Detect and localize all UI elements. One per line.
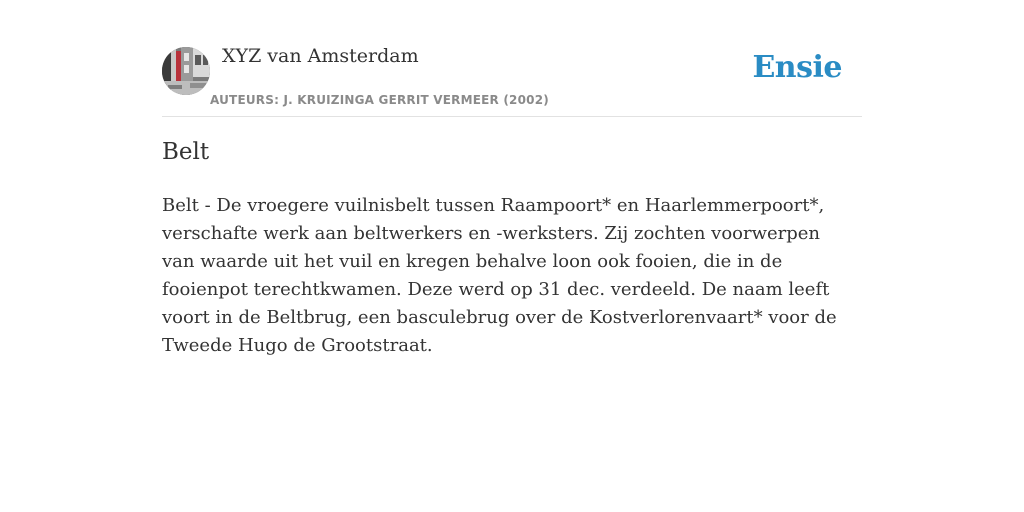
entry-body: Belt - De vroegere vuilnisbelt tussen Raampoort* en Haarlemmerpoort*, verschafte werk aan beltwerkers en -werksters. Zij zochten voorwerpen van waarde uit het vuil en kregen behalve loon ook fooien, die in de fooienpot terechtkwamen. Deze werd op 31 dec. verdeeld. De naam leeft voort in de Beltbrug, een basculebrug over de Kostverlorenvaart* voor de Tweede Hugo de Grootstraat. <box>162 195 837 356</box>
entry-title: Belt <box>162 139 210 165</box>
book-cover-image <box>162 47 210 95</box>
header <box>162 0 862 117</box>
ensie-logo[interactable]: Ensie <box>752 50 842 85</box>
book-cover-avatar[interactable] <box>162 47 210 95</box>
book-title[interactable]: XYZ van Amsterdam <box>222 45 419 67</box>
authors-line: AUTEURS: J. KRUIZINGA GERRIT VERMEER (2002) <box>210 93 549 107</box>
